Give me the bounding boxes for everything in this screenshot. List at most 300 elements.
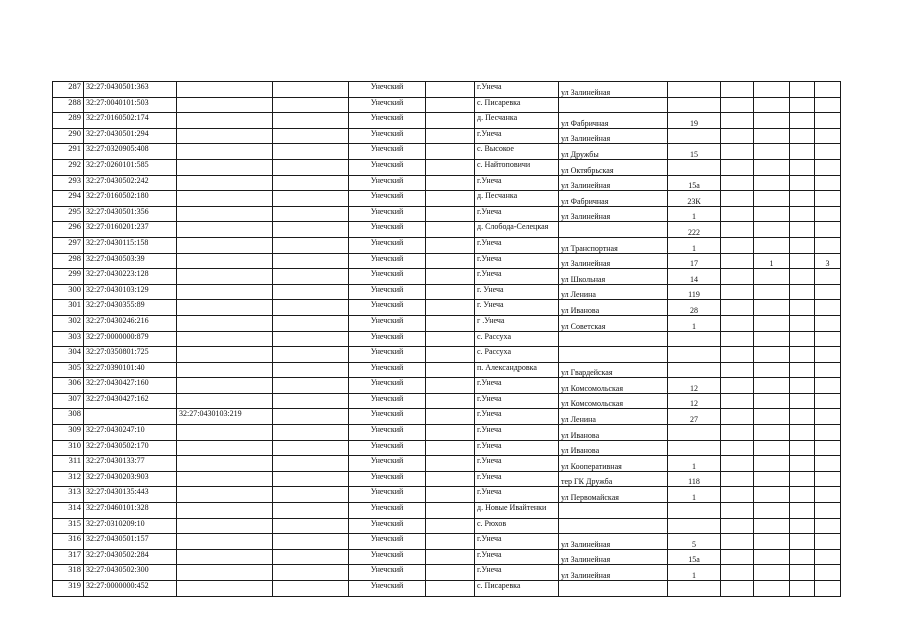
empty-cell <box>426 487 475 503</box>
building-cell <box>754 471 790 487</box>
empty-cell <box>273 518 349 534</box>
house-number-cell <box>668 503 721 519</box>
street-cell: ул Советская <box>559 315 668 331</box>
empty-cell <box>273 97 349 113</box>
row-number-cell: 306 <box>53 378 84 394</box>
district-cell: Унечский <box>349 82 426 98</box>
row-number-cell: 305 <box>53 362 84 378</box>
linked-cadastral-number-cell <box>177 456 273 472</box>
district-cell: Унечский <box>349 549 426 565</box>
empty-cell <box>721 269 754 285</box>
empty-cell <box>721 331 754 347</box>
building-cell <box>754 549 790 565</box>
table-row <box>53 565 841 581</box>
street-cell: ул Гвардейская <box>559 362 668 378</box>
empty-cell <box>790 456 815 472</box>
building-cell <box>754 347 790 363</box>
empty-cell <box>426 393 475 409</box>
row-number-cell: 292 <box>53 159 84 175</box>
cadastral-number-cell: 32:27:0160201:237 <box>84 222 177 238</box>
apartment-cell <box>815 471 841 487</box>
empty-cell <box>273 237 349 253</box>
district-cell: Унечский <box>349 269 426 285</box>
empty-cell <box>721 206 754 222</box>
house-number-cell: 1 <box>668 206 721 222</box>
empty-cell <box>426 362 475 378</box>
empty-cell <box>790 581 815 597</box>
building-cell <box>754 518 790 534</box>
empty-cell <box>721 237 754 253</box>
row-number-cell: 316 <box>53 534 84 550</box>
building-cell <box>754 300 790 316</box>
linked-cadastral-number-cell <box>177 284 273 300</box>
row-number-cell: 293 <box>53 175 84 191</box>
row-number-cell: 295 <box>53 206 84 222</box>
building-cell <box>754 331 790 347</box>
apartment-cell <box>815 191 841 207</box>
building-cell <box>754 456 790 472</box>
linked-cadastral-number-cell <box>177 128 273 144</box>
empty-cell <box>721 456 754 472</box>
linked-cadastral-number-cell <box>177 378 273 394</box>
cadastral-number-cell: 32:27:0430502:170 <box>84 440 177 456</box>
settlement-cell: г.Унеча <box>475 534 559 550</box>
linked-cadastral-number-cell: 32:27:0430103:219 <box>177 409 273 425</box>
cadastral-number-cell: 32:27:0430203:903 <box>84 471 177 487</box>
empty-cell <box>426 237 475 253</box>
table-row <box>53 503 841 519</box>
settlement-cell: г.Унеча <box>475 253 559 269</box>
street-cell: ул Октябрьская <box>559 159 668 175</box>
empty-cell <box>426 347 475 363</box>
district-cell: Унечский <box>349 253 426 269</box>
linked-cadastral-number-cell <box>177 565 273 581</box>
district-cell: Унечский <box>349 409 426 425</box>
table-row <box>53 425 841 441</box>
empty-cell <box>273 378 349 394</box>
empty-cell <box>426 300 475 316</box>
cadastral-number-cell: 32:27:0430246:216 <box>84 315 177 331</box>
street-cell <box>559 581 668 597</box>
apartment-cell <box>815 425 841 441</box>
cadastral-number-cell: 32:27:0430103:129 <box>84 284 177 300</box>
building-cell <box>754 113 790 129</box>
street-cell: ул Кооперативная <box>559 456 668 472</box>
building-cell <box>754 237 790 253</box>
row-number-cell: 318 <box>53 565 84 581</box>
empty-cell <box>426 159 475 175</box>
cadastral-number-cell: 32:27:0430115:158 <box>84 237 177 253</box>
house-number-cell: 17 <box>668 253 721 269</box>
table-row <box>53 581 841 597</box>
empty-cell <box>273 549 349 565</box>
cadastral-number-cell: 32:27:0350801:725 <box>84 347 177 363</box>
empty-cell <box>273 581 349 597</box>
cadastral-number-cell: 32:27:0430355:89 <box>84 300 177 316</box>
cadastral-number-cell: 32:27:0430502:242 <box>84 175 177 191</box>
empty-cell <box>426 284 475 300</box>
empty-cell <box>790 503 815 519</box>
table-row <box>53 237 841 253</box>
empty-cell <box>790 128 815 144</box>
linked-cadastral-number-cell <box>177 440 273 456</box>
table-row <box>53 471 841 487</box>
apartment-cell <box>815 128 841 144</box>
empty-cell <box>790 425 815 441</box>
house-number-cell <box>668 159 721 175</box>
street-cell <box>559 347 668 363</box>
empty-cell <box>790 409 815 425</box>
house-number-cell <box>668 581 721 597</box>
district-cell: Унечский <box>349 222 426 238</box>
district-cell: Унечский <box>349 300 426 316</box>
building-cell <box>754 315 790 331</box>
linked-cadastral-number-cell <box>177 549 273 565</box>
apartment-cell <box>815 315 841 331</box>
empty-cell <box>426 534 475 550</box>
empty-cell <box>721 565 754 581</box>
street-cell: ул Залинейная <box>559 549 668 565</box>
linked-cadastral-number-cell <box>177 82 273 98</box>
empty-cell <box>273 113 349 129</box>
row-number-cell: 300 <box>53 284 84 300</box>
settlement-cell: г.Унеча <box>475 565 559 581</box>
building-cell <box>754 82 790 98</box>
empty-cell <box>426 113 475 129</box>
settlement-cell: г.Унеча <box>475 549 559 565</box>
street-cell: тер ГК Дружба <box>559 471 668 487</box>
row-number-cell: 310 <box>53 440 84 456</box>
empty-cell <box>721 159 754 175</box>
house-number-cell: 28 <box>668 300 721 316</box>
empty-cell <box>273 269 349 285</box>
table-row <box>53 175 841 191</box>
empty-cell <box>426 378 475 394</box>
building-cell <box>754 362 790 378</box>
linked-cadastral-number-cell <box>177 222 273 238</box>
empty-cell <box>273 347 349 363</box>
street-cell <box>559 222 668 238</box>
linked-cadastral-number-cell <box>177 534 273 550</box>
empty-cell <box>790 253 815 269</box>
linked-cadastral-number-cell <box>177 191 273 207</box>
row-number-cell: 314 <box>53 503 84 519</box>
empty-cell <box>721 378 754 394</box>
empty-cell <box>790 300 815 316</box>
apartment-cell <box>815 144 841 160</box>
street-cell: ул Залинейная <box>559 128 668 144</box>
empty-cell <box>790 518 815 534</box>
linked-cadastral-number-cell <box>177 113 273 129</box>
settlement-cell: п. Александровка <box>475 362 559 378</box>
empty-cell <box>273 284 349 300</box>
table-row <box>53 269 841 285</box>
cadastral-number-cell: 32:27:0320905:408 <box>84 144 177 160</box>
house-number-cell: 1 <box>668 315 721 331</box>
apartment-cell <box>815 113 841 129</box>
building-cell <box>754 284 790 300</box>
table-row <box>53 549 841 565</box>
table-row <box>53 113 841 129</box>
empty-cell <box>721 97 754 113</box>
house-number-cell: 15а <box>668 549 721 565</box>
empty-cell <box>721 82 754 98</box>
row-number-cell: 299 <box>53 269 84 285</box>
empty-cell <box>790 378 815 394</box>
apartment-cell <box>815 331 841 347</box>
empty-cell <box>426 456 475 472</box>
row-number-cell: 296 <box>53 222 84 238</box>
empty-cell <box>721 362 754 378</box>
empty-cell <box>273 191 349 207</box>
settlement-cell: г.Унеча <box>475 175 559 191</box>
settlement-cell: г .Унеча <box>475 315 559 331</box>
empty-cell <box>721 393 754 409</box>
building-cell <box>754 144 790 160</box>
building-cell <box>754 159 790 175</box>
settlement-cell: с. Писаревка <box>475 97 559 113</box>
row-number-cell: 294 <box>53 191 84 207</box>
empty-cell <box>721 409 754 425</box>
empty-cell <box>426 565 475 581</box>
district-cell: Унечский <box>349 113 426 129</box>
empty-cell <box>273 487 349 503</box>
row-number-cell: 304 <box>53 347 84 363</box>
empty-cell <box>426 315 475 331</box>
empty-cell <box>721 487 754 503</box>
empty-cell <box>790 362 815 378</box>
table-row <box>53 315 841 331</box>
street-cell: ул Первомайская <box>559 487 668 503</box>
empty-cell <box>273 300 349 316</box>
empty-cell <box>721 222 754 238</box>
district-cell: Унечский <box>349 97 426 113</box>
empty-cell <box>721 128 754 144</box>
settlement-cell: с. Писаревка <box>475 581 559 597</box>
settlement-cell: с. Рюхов <box>475 518 559 534</box>
empty-cell <box>790 534 815 550</box>
empty-cell <box>426 471 475 487</box>
district-cell: Унечский <box>349 565 426 581</box>
district-cell: Унечский <box>349 128 426 144</box>
empty-cell <box>721 253 754 269</box>
table-row <box>53 440 841 456</box>
district-cell: Унечский <box>349 518 426 534</box>
house-number-cell: 15а <box>668 175 721 191</box>
settlement-cell: г.Унеча <box>475 409 559 425</box>
table-row <box>53 191 841 207</box>
cadastral-number-cell: 32:27:0390101:40 <box>84 362 177 378</box>
empty-cell <box>721 175 754 191</box>
settlement-cell: г.Унеча <box>475 128 559 144</box>
empty-cell <box>790 175 815 191</box>
empty-cell <box>790 222 815 238</box>
linked-cadastral-number-cell <box>177 471 273 487</box>
cadastral-number-cell: 32:27:0430502:300 <box>84 565 177 581</box>
building-cell <box>754 581 790 597</box>
row-number-cell: 290 <box>53 128 84 144</box>
apartment-cell <box>815 284 841 300</box>
apartment-cell <box>815 300 841 316</box>
house-number-cell <box>668 97 721 113</box>
settlement-cell: г.Унеча <box>475 82 559 98</box>
house-number-cell: 1 <box>668 456 721 472</box>
empty-cell <box>790 191 815 207</box>
empty-cell <box>426 191 475 207</box>
empty-cell <box>426 409 475 425</box>
settlement-cell: г.Унеча <box>475 456 559 472</box>
settlement-cell: г.Унеча <box>475 269 559 285</box>
street-cell: ул Залинейная <box>559 565 668 581</box>
row-number-cell: 311 <box>53 456 84 472</box>
cadastral-number-cell: 32:27:0430135:443 <box>84 487 177 503</box>
table-row <box>53 253 841 269</box>
row-number-cell: 307 <box>53 393 84 409</box>
table-body <box>53 82 841 597</box>
apartment-cell <box>815 206 841 222</box>
empty-cell <box>790 549 815 565</box>
empty-cell <box>273 82 349 98</box>
house-number-cell: 12 <box>668 393 721 409</box>
cadastral-number-cell: 32:27:0430427:160 <box>84 378 177 394</box>
linked-cadastral-number-cell <box>177 144 273 160</box>
empty-cell <box>721 425 754 441</box>
empty-cell <box>273 144 349 160</box>
building-cell <box>754 393 790 409</box>
district-cell: Унечский <box>349 581 426 597</box>
apartment-cell <box>815 440 841 456</box>
linked-cadastral-number-cell <box>177 315 273 331</box>
district-cell: Унечский <box>349 347 426 363</box>
linked-cadastral-number-cell <box>177 503 273 519</box>
house-number-cell: 118 <box>668 471 721 487</box>
house-number-cell: 15 <box>668 144 721 160</box>
empty-cell <box>721 300 754 316</box>
cadastral-number-cell: 32:27:0160502:174 <box>84 113 177 129</box>
row-number-cell: 287 <box>53 82 84 98</box>
street-cell: ул Залинейная <box>559 206 668 222</box>
row-number-cell: 315 <box>53 518 84 534</box>
empty-cell <box>790 82 815 98</box>
district-cell: Унечский <box>349 487 426 503</box>
district-cell: Унечский <box>349 393 426 409</box>
apartment-cell <box>815 82 841 98</box>
house-number-cell: 1 <box>668 237 721 253</box>
apartment-cell <box>815 347 841 363</box>
apartment-cell <box>815 409 841 425</box>
settlement-cell: с. Рассуха <box>475 347 559 363</box>
empty-cell <box>721 315 754 331</box>
cadastral-number-cell: 32:27:0430503:39 <box>84 253 177 269</box>
settlement-cell: с. Найтоповичи <box>475 159 559 175</box>
settlement-cell: г.Унеча <box>475 206 559 222</box>
street-cell: ул Фабричная <box>559 113 668 129</box>
table-row <box>53 378 841 394</box>
settlement-cell: д. Новые Ивайтенки <box>475 503 559 519</box>
district-cell: Унечский <box>349 315 426 331</box>
district-cell: Унечский <box>349 440 426 456</box>
empty-cell <box>790 269 815 285</box>
empty-cell <box>721 284 754 300</box>
table-row <box>53 82 841 98</box>
empty-cell <box>790 347 815 363</box>
district-cell: Унечский <box>349 456 426 472</box>
row-number-cell: 288 <box>53 97 84 113</box>
apartment-cell <box>815 97 841 113</box>
empty-cell <box>273 393 349 409</box>
district-cell: Унечский <box>349 206 426 222</box>
table-row <box>53 518 841 534</box>
empty-cell <box>426 144 475 160</box>
empty-cell <box>790 97 815 113</box>
linked-cadastral-number-cell <box>177 237 273 253</box>
cadastral-number-cell: 32:27:0430501:356 <box>84 206 177 222</box>
house-number-cell <box>668 331 721 347</box>
house-number-cell: 5 <box>668 534 721 550</box>
apartment-cell <box>815 269 841 285</box>
building-cell <box>754 487 790 503</box>
district-cell: Унечский <box>349 144 426 160</box>
empty-cell <box>790 206 815 222</box>
table-row <box>53 206 841 222</box>
district-cell: Унечский <box>349 362 426 378</box>
district-cell: Унечский <box>349 331 426 347</box>
empty-cell <box>273 534 349 550</box>
cadastral-number-cell: 32:27:0430133:77 <box>84 456 177 472</box>
building-cell <box>754 425 790 441</box>
empty-cell <box>721 503 754 519</box>
building-cell <box>754 378 790 394</box>
empty-cell <box>273 471 349 487</box>
settlement-cell: д. Песчанка <box>475 113 559 129</box>
house-number-cell: 23К <box>668 191 721 207</box>
building-cell <box>754 206 790 222</box>
table-row <box>53 347 841 363</box>
building-cell <box>754 565 790 581</box>
linked-cadastral-number-cell <box>177 253 273 269</box>
empty-cell <box>721 549 754 565</box>
building-cell <box>754 269 790 285</box>
table-row <box>53 487 841 503</box>
empty-cell <box>426 206 475 222</box>
apartment-cell <box>815 581 841 597</box>
house-number-cell: 222 <box>668 222 721 238</box>
apartment-cell <box>815 456 841 472</box>
house-number-cell: 19 <box>668 113 721 129</box>
empty-cell <box>721 534 754 550</box>
empty-cell <box>273 440 349 456</box>
cadastral-number-cell: 32:27:0000000:879 <box>84 331 177 347</box>
building-cell <box>754 503 790 519</box>
empty-cell <box>790 237 815 253</box>
row-number-cell: 303 <box>53 331 84 347</box>
empty-cell <box>721 471 754 487</box>
building-cell: 1 <box>754 253 790 269</box>
empty-cell <box>790 471 815 487</box>
linked-cadastral-number-cell <box>177 425 273 441</box>
table-row <box>53 393 841 409</box>
house-number-cell <box>668 128 721 144</box>
district-cell: Унечский <box>349 534 426 550</box>
row-number-cell: 313 <box>53 487 84 503</box>
empty-cell <box>426 581 475 597</box>
cadastral-number-cell: 32:27:0430247:10 <box>84 425 177 441</box>
row-number-cell: 312 <box>53 471 84 487</box>
cadastral-number-cell: 32:27:0160502:180 <box>84 191 177 207</box>
empty-cell <box>273 503 349 519</box>
row-number-cell: 298 <box>53 253 84 269</box>
empty-cell <box>426 253 475 269</box>
